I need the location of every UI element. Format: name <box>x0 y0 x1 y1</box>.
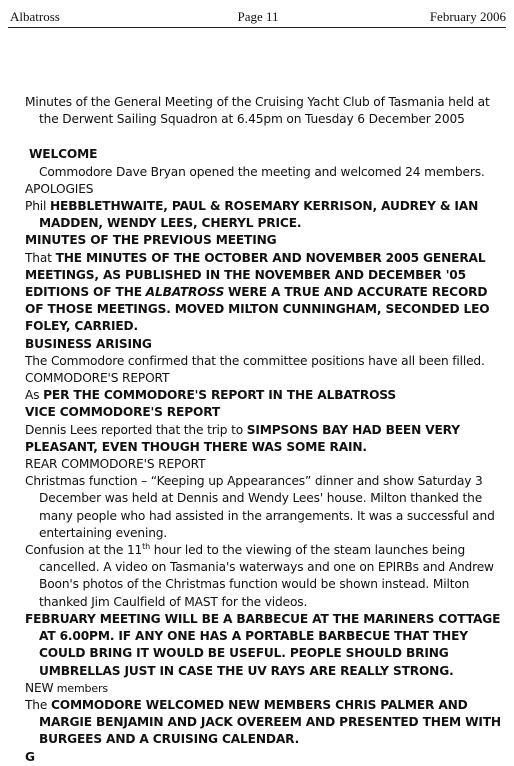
new-members-text <box>25 697 502 749</box>
previous-minutes-heading: MINUTES OF THE PREVIOUS MEETING <box>25 233 277 248</box>
publication-name: Albatross <box>10 9 60 24</box>
welcome-text: Commodore Dave Bryan opened the meeting and welcomed 24 members. <box>39 164 485 179</box>
confusion-superscript: th <box>142 542 151 552</box>
new-members-body: COMMODORE WELCOMED NEW MEMBERS CHRIS PALMER AND MARGIE BENJAMIN AND JACK OVEREEM AND PRESENTED THEM WITH BURGEES AND A CRUISING CALENDAR. <box>39 697 501 747</box>
new-members-heading <box>25 680 502 697</box>
previous-minutes-text <box>25 250 502 336</box>
vice-commodore-report-body: SIMPSONS BAY HAD BEEN VERY PLEASANT, EVEN THOUGH THERE WAS SOME RAIN. <box>25 422 460 454</box>
previous-minutes-publication: ALBATROSS <box>145 285 225 300</box>
minutes-title: Minutes of the General Meeting of the Cruising Yacht Club of Tasmania held at the Derwent Sailing Squadron at 6.45pm on Tuesday 6 December 2005 <box>25 95 490 127</box>
commodore-report-heading: COMMODORE'S REPORT <box>25 371 170 386</box>
vice-commodore-report-heading: VICE COMMODORE'S REPORT <box>25 405 221 420</box>
business-arising-text: The Commodore confirmed that the committee positions have all been filled. <box>25 353 485 368</box>
february-meeting-text: FEBRUARY MEETING WILL BE A BARBECUE AT THE MARINERS COTTAGE AT 6.00PM. IF ANY ONE HAS A PORTABLE BARBECUE THAT THEY COULD BRING IT WOULD BE USEFUL. PEOPLE SHOULD BRING UMBRELLAS JUST IN CASE THE UV RAYS ARE REALLY STRONG. <box>25 611 501 678</box>
apologies-heading: APOLOGIES <box>25 181 94 196</box>
minutes-body <box>25 94 502 766</box>
vice-commodore-report-lead: Dennis Lees reported that the trip to <box>25 422 244 437</box>
apologies-names: HEBBLETHWAITE, PAUL & ROSEMARY KERRISON, AUDREY & IAN MADDEN, WENDY LEES, CHERYL PRICE. <box>39 199 479 231</box>
previous-minutes-lead: That <box>25 250 52 265</box>
welcome-heading: WELCOME <box>29 147 98 162</box>
new-members-heading-b: members <box>53 681 108 695</box>
christmas-function-text: Christmas function – “Keeping up Appearances” dinner and show Saturday 3 December was held at Dennis and Wendy Lees' house. Milton thanked the many people who had assisted in the arrangements. It was a successful and entertaining evening. <box>25 474 495 540</box>
trailing-text: G <box>25 749 35 764</box>
vice-commodore-report-text <box>25 422 502 456</box>
commodore-report-lead: As <box>25 388 40 403</box>
commodore-report-body: PER THE COMMODORE'S REPORT IN THE ALBATROSS <box>43 388 396 403</box>
apologies-lead: Phil <box>25 199 47 214</box>
issue-date: February 2006 <box>429 9 506 24</box>
previous-minutes-motion-b: WERE A TRUE AND ACCURATE RECORD OF THOSE MEETINGS. MOVED MILTON CUNNINGHAM, SECONDED LEO FOLEY, CARRIED. <box>25 285 490 334</box>
previous-minutes-motion-a: THE MINUTES OF THE OCTOBER AND NOVEMBER 2005 GENERAL MEETINGS, AS PUBLISHED IN THE NOVEMBER AND DECEMBER '05 EDITIONS OF THE <box>25 250 486 300</box>
new-members-lead: The <box>25 697 48 712</box>
confusion-text <box>25 542 502 611</box>
confusion-text-a: Confusion at the 11 <box>25 543 143 558</box>
confusion-text-b: hour led to the viewing of the steam launches being cancelled. A video on Tasmania's waterways and one on EPIRBs and Andrew Boon's photos of the Christmas function would be shown instead. Milton thanked Jim Caulfield of MAST for the videos. <box>39 543 494 609</box>
apologies-text <box>25 198 502 232</box>
new-members-heading-a: NEW <box>25 680 54 695</box>
header-rule <box>8 27 506 28</box>
page-number: Page 11 <box>237 9 279 24</box>
business-arising-heading: BUSINESS ARISING <box>25 336 152 351</box>
rear-commodore-report-heading: REAR COMMODORE'S REPORT <box>25 457 206 472</box>
page-header <box>10 9 506 27</box>
commodore-report-text <box>25 387 502 404</box>
